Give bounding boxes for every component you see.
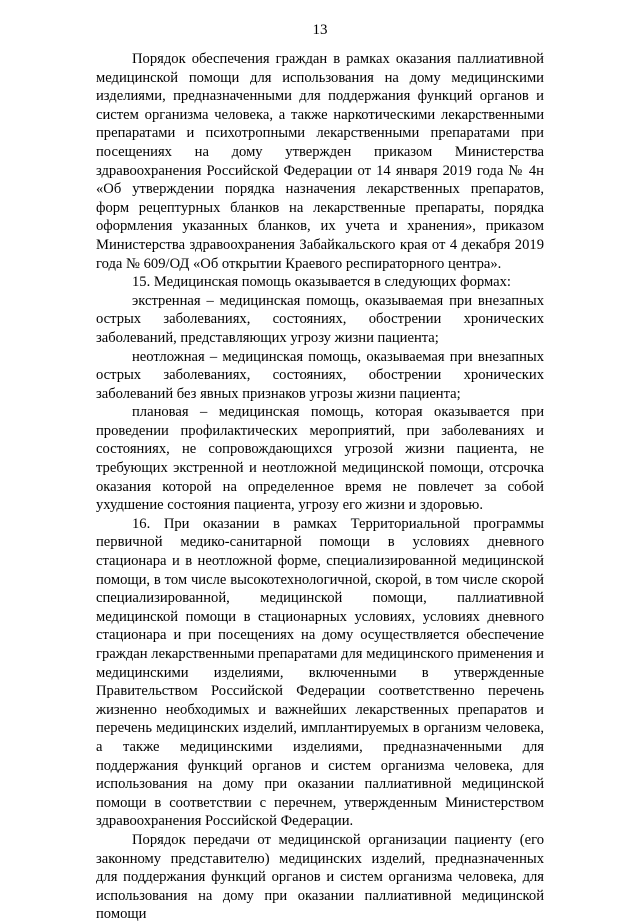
paragraph-16-provision: 16. При оказании в рамках Территориальной программы первичной медико-санитарной помощи в условиях дневного стационара и в неотложной форме, специализированной медицинской помощи, в том числе высокотехнологичной, скорой, в том числе скорой специализированной, медицинской помощи, паллиативной медицинской помощи в стационарных условиях, условиях дневного стационара и при посещениях на дому осуществляется обеспечение граждан лекарственными препаратами для медицинского применения и медицинскими изделиями, включенными в утвержденные Правительством Российской Федерации соответственно перечень жизненно необходимых и важнейших лекарственных препаратов и перечень медицинских изделий, имплантируемых в организм человека, а также медицинскими изделиями, предназначенными для поддержания функций органов и систем организма человека, для использования на дому при оказании паллиативной медицинской помощи в соответствии с перечнем, утвержденным Министерством здравоохранения Российской Федерации. [96, 515, 544, 830]
paragraph-transfer-order: Порядок передачи от медицинской организации пациенту (его законному представителю) медицинских изделий, предназначенных для поддержания функций органов и систем организма человека, для использования на дому при оказании паллиативной медицинской помощи [96, 831, 544, 923]
paragraph-urgent: неотложная – медицинская помощь, оказываемая при внезапных острых заболеваниях, состояниях, обострении хронических заболеваний без явных признаков угрозы жизни пациента; [96, 348, 544, 402]
paragraph-15-forms: 15. Медицинская помощь оказывается в следующих формах: [132, 274, 511, 291]
page-number: 13 [312, 22, 328, 38]
paragraph-emergency: экстренная – медицинская помощь, оказываемая при внезапных острых заболеваниях, состояниях, обострении хронических заболеваний, представляющих угрозу жизни пациента; [96, 292, 544, 346]
paragraph-palliative-order: Порядок обеспечения граждан в рамках оказания паллиативной медицинской помощи для использования на дому медицинскими изделиями, предназначенными для поддержания функций органов и систем организма человека, а также наркотическими лекарственными препаратами и психотропными лекарственными препаратами при посещениях на дому утвержден приказом Министерства здравоохранения Российской Федерации от 14 января 2019 года № 4н «Об утверждении порядка назначения лекарственных препаратов, форм рецептурных бланков на лекарственные препараты, порядка оформления указанных бланков, их учета и хранения», приказом Министерства здравоохранения Забайкальского края от 4 декабря 2019 года № 609/ОД «Об открытии Краевого респираторного центра». [96, 51, 544, 272]
paragraph-planned: плановая – медицинская помощь, которая оказывается при проведении профилактических мероприятий, при заболеваниях и состояниях, не сопровождающихся угрозой жизни пациента, не требующих экстренной и неотложной медицинской помощи, отсрочка оказания которой на определенное время не повлечет за собой ухудшение состояния пациента, угрозу его жизни и здоровью. [96, 404, 544, 514]
document-body [96, 50, 544, 924]
